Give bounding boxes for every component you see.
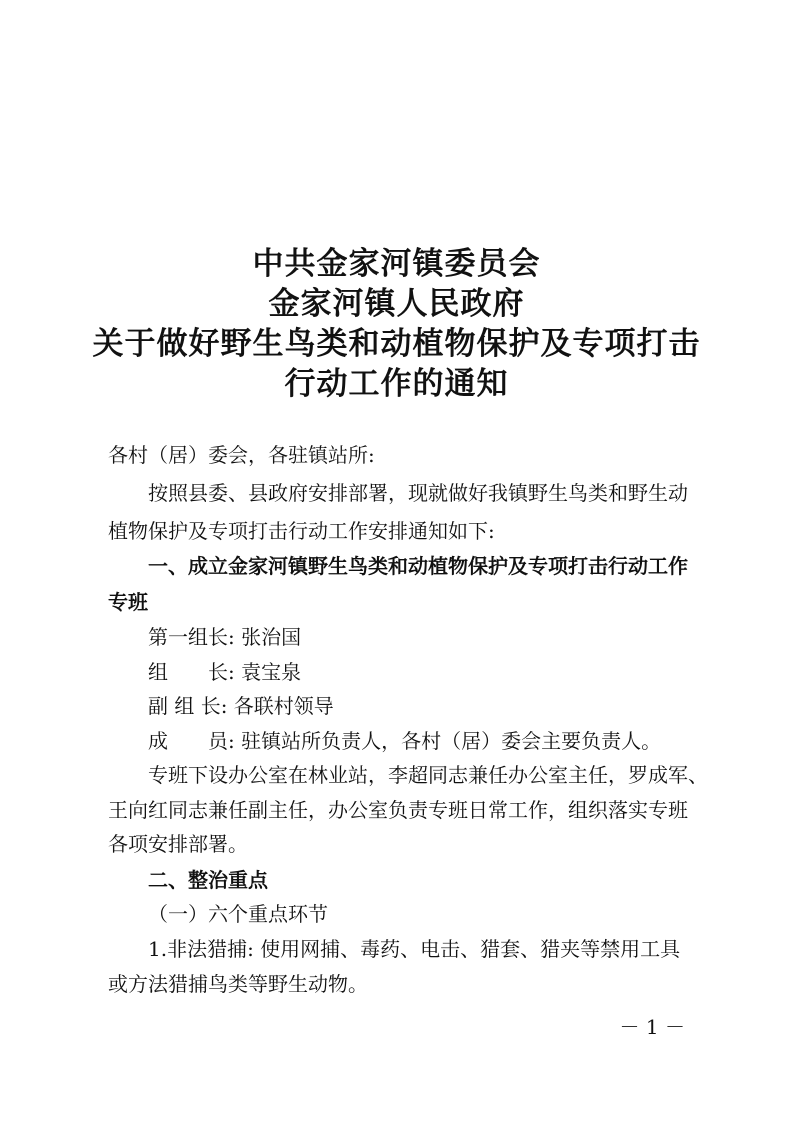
section-1-heading-line-1: 一、成立金家河镇野生鸟类和动植物保护及专项打击行动工作 <box>148 554 688 578</box>
title-line-3: 关于做好野生鸟类和动植物保护及专项打击 <box>92 326 701 362</box>
office-line-1: 专班下设办公室在林业站，李超同志兼任办公室主任，罗成军、 <box>148 763 708 787</box>
salutation: 各村（居）委会，各驻镇站所: <box>108 443 375 467</box>
title-line-4: 行动工作的通知 <box>284 366 509 402</box>
office-line-2: 王向红同志兼任副主任，办公室负责专班日常工作，组织落实专班 <box>108 798 688 822</box>
deputy-leader: 副 组 长: 各联村领导 <box>148 694 334 718</box>
subsection-1-heading: （一）六个重点环节 <box>148 902 328 926</box>
intro-line-1: 按照县委、县政府安排部署，现就做好我镇野生鸟类和野生动 <box>148 481 688 505</box>
leader-first: 第一组长: 张治国 <box>148 625 302 649</box>
leader: 组 长: 袁宝泉 <box>148 660 302 684</box>
title-line-1: 中共金家河镇委员会 <box>252 246 541 282</box>
item-1-line-1: 1.非法猎捕: 使用网捕、毒药、电击、猎套、猎夹等禁用工具 <box>148 937 681 961</box>
title-line-2: 金家河镇人民政府 <box>268 286 525 322</box>
section-1-heading-line-2: 专班 <box>108 590 148 614</box>
intro-line-2: 植物保护及专项打击行动工作安排通知如下: <box>108 519 495 543</box>
section-2-heading: 二、整治重点 <box>148 868 268 892</box>
office-line-3: 各项安排部署。 <box>108 832 248 856</box>
page-number: － 1 － <box>619 1015 685 1039</box>
members: 成 员: 驻镇站所负责人，各村（居）委会主要负责人。 <box>148 729 662 753</box>
item-1-line-2: 或方法猎捕鸟类等野生动物。 <box>108 972 368 996</box>
